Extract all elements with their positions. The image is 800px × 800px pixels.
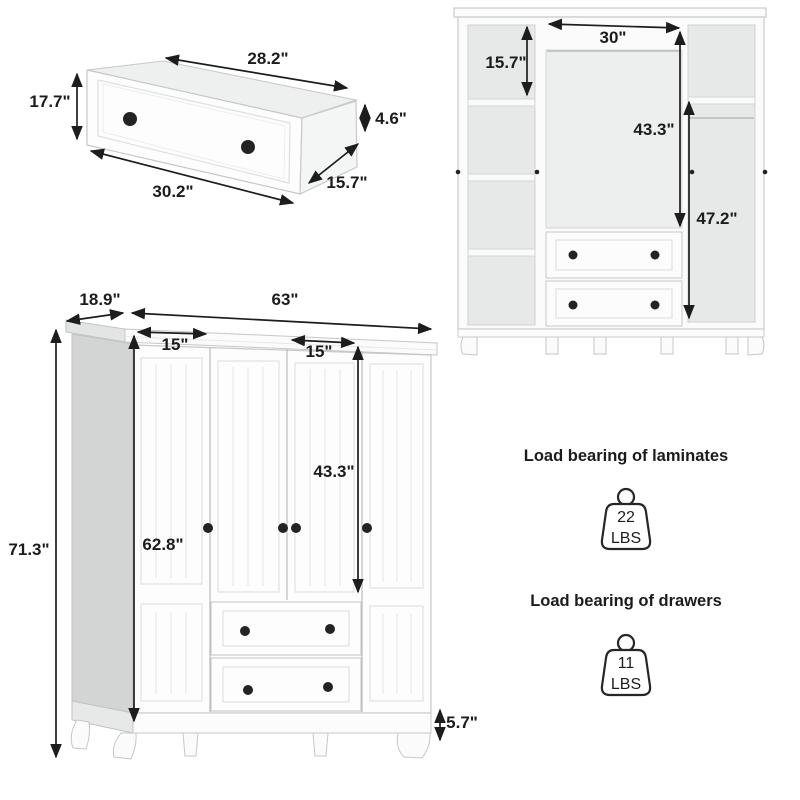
dim-label-side-column-height: 47.2" xyxy=(696,209,738,228)
laminates-weight-unit: LBS xyxy=(610,530,642,547)
interior-leg xyxy=(546,337,558,354)
load-bearing-drawers-title: Load bearing of drawers xyxy=(530,592,722,610)
drawers-weight-value: 11 xyxy=(617,655,635,672)
wardrobe-leg xyxy=(313,733,328,756)
dim-drawer-front-height xyxy=(29,74,77,139)
drawer-knob-icon xyxy=(325,624,335,634)
dim-label-top-shelf-height: 15.7" xyxy=(485,53,527,72)
drawer-knob-icon xyxy=(569,301,578,310)
dim-label-left-door-width: 15" xyxy=(161,335,189,354)
drawer-diagram xyxy=(29,49,406,203)
dim-drawer-side-height xyxy=(365,105,407,131)
load-bearing-laminates-title: Load bearing of laminates xyxy=(523,447,729,465)
door-knob-icon xyxy=(362,523,372,533)
door-knob-icon xyxy=(278,523,288,533)
interior-shelf xyxy=(468,249,535,256)
dim-total-height xyxy=(8,330,56,757)
weight-icon xyxy=(602,489,650,549)
interior-leg xyxy=(594,337,606,354)
door-knob-icon xyxy=(291,523,301,533)
drawer-knob-icon xyxy=(651,251,660,260)
interior-leg xyxy=(726,337,738,354)
drawers-weight-unit: LBS xyxy=(610,676,642,693)
interior-leg xyxy=(748,337,764,355)
door-latch-dot xyxy=(535,170,540,175)
dim-label-drawer-bottom-width: 30.2" xyxy=(152,182,194,201)
interior-leg xyxy=(661,337,673,354)
exterior-drawer xyxy=(211,602,361,655)
wardrobe-leg xyxy=(71,720,89,749)
dim-exterior-depth xyxy=(67,290,123,321)
interior-leg xyxy=(461,337,477,355)
interior-right-column xyxy=(688,25,755,322)
dim-label-hanging-width: 30" xyxy=(599,28,627,47)
interior-top-cornice xyxy=(454,8,766,17)
laminates-weight-value: 22 xyxy=(617,509,635,526)
dim-label-drawer-top-width: 28.2" xyxy=(247,49,289,68)
dim-label-exterior-hanging-height: 43.3" xyxy=(313,462,355,481)
interior-shelf xyxy=(468,99,535,106)
wardrobe-leg xyxy=(113,733,136,759)
dim-label-interior-hanging-height: 43.3" xyxy=(633,120,675,139)
interior-base xyxy=(458,329,764,337)
dim-label-total-height: 71.3" xyxy=(8,540,50,559)
drawer-knob-icon xyxy=(241,140,255,154)
dim-label-leg-height: 5.7" xyxy=(446,713,478,732)
dim-label-drawer-depth: 15.7" xyxy=(326,173,368,192)
drawer-knob-icon xyxy=(243,685,253,695)
drawer-knob-icon xyxy=(240,626,250,636)
interior-shelf xyxy=(468,174,535,181)
wardrobe-exterior-diagram xyxy=(8,290,477,759)
wardrobe-leg xyxy=(397,733,430,758)
interior-drawer xyxy=(546,232,682,278)
dim-label-drawer-front-height: 17.7" xyxy=(29,92,71,111)
door-latch-dot xyxy=(456,170,461,175)
interior-hanging-space xyxy=(546,50,682,228)
drawer-knob-icon xyxy=(323,682,333,692)
dim-exterior-width xyxy=(132,290,431,329)
exterior-drawer xyxy=(211,658,361,711)
door-latch-dot xyxy=(690,170,695,175)
wardrobe-side-panel xyxy=(72,334,133,713)
dim-label-width: 63" xyxy=(271,290,299,309)
dim-label-depth: 18.9" xyxy=(79,290,121,309)
door-latch-dot xyxy=(763,170,768,175)
weight-icon xyxy=(602,635,650,695)
dim-label-door-height: 62.8" xyxy=(142,535,184,554)
interior-shelf xyxy=(688,97,755,104)
wardrobe-base-front xyxy=(133,713,431,733)
drawer-knob-icon xyxy=(569,251,578,260)
drawer-knob-icon xyxy=(651,301,660,310)
wardrobe-leg xyxy=(183,733,198,756)
load-bearing-section xyxy=(524,447,728,695)
door-knob-icon xyxy=(203,523,213,533)
dim-leg-height xyxy=(440,710,478,740)
dim-label-drawer-side-height: 4.6" xyxy=(375,109,407,128)
drawer-knob-icon xyxy=(123,112,137,126)
dim-label-center-door-width: 15" xyxy=(305,342,333,361)
interior-drawer xyxy=(546,281,682,326)
wardrobe-interior-diagram xyxy=(454,8,767,355)
